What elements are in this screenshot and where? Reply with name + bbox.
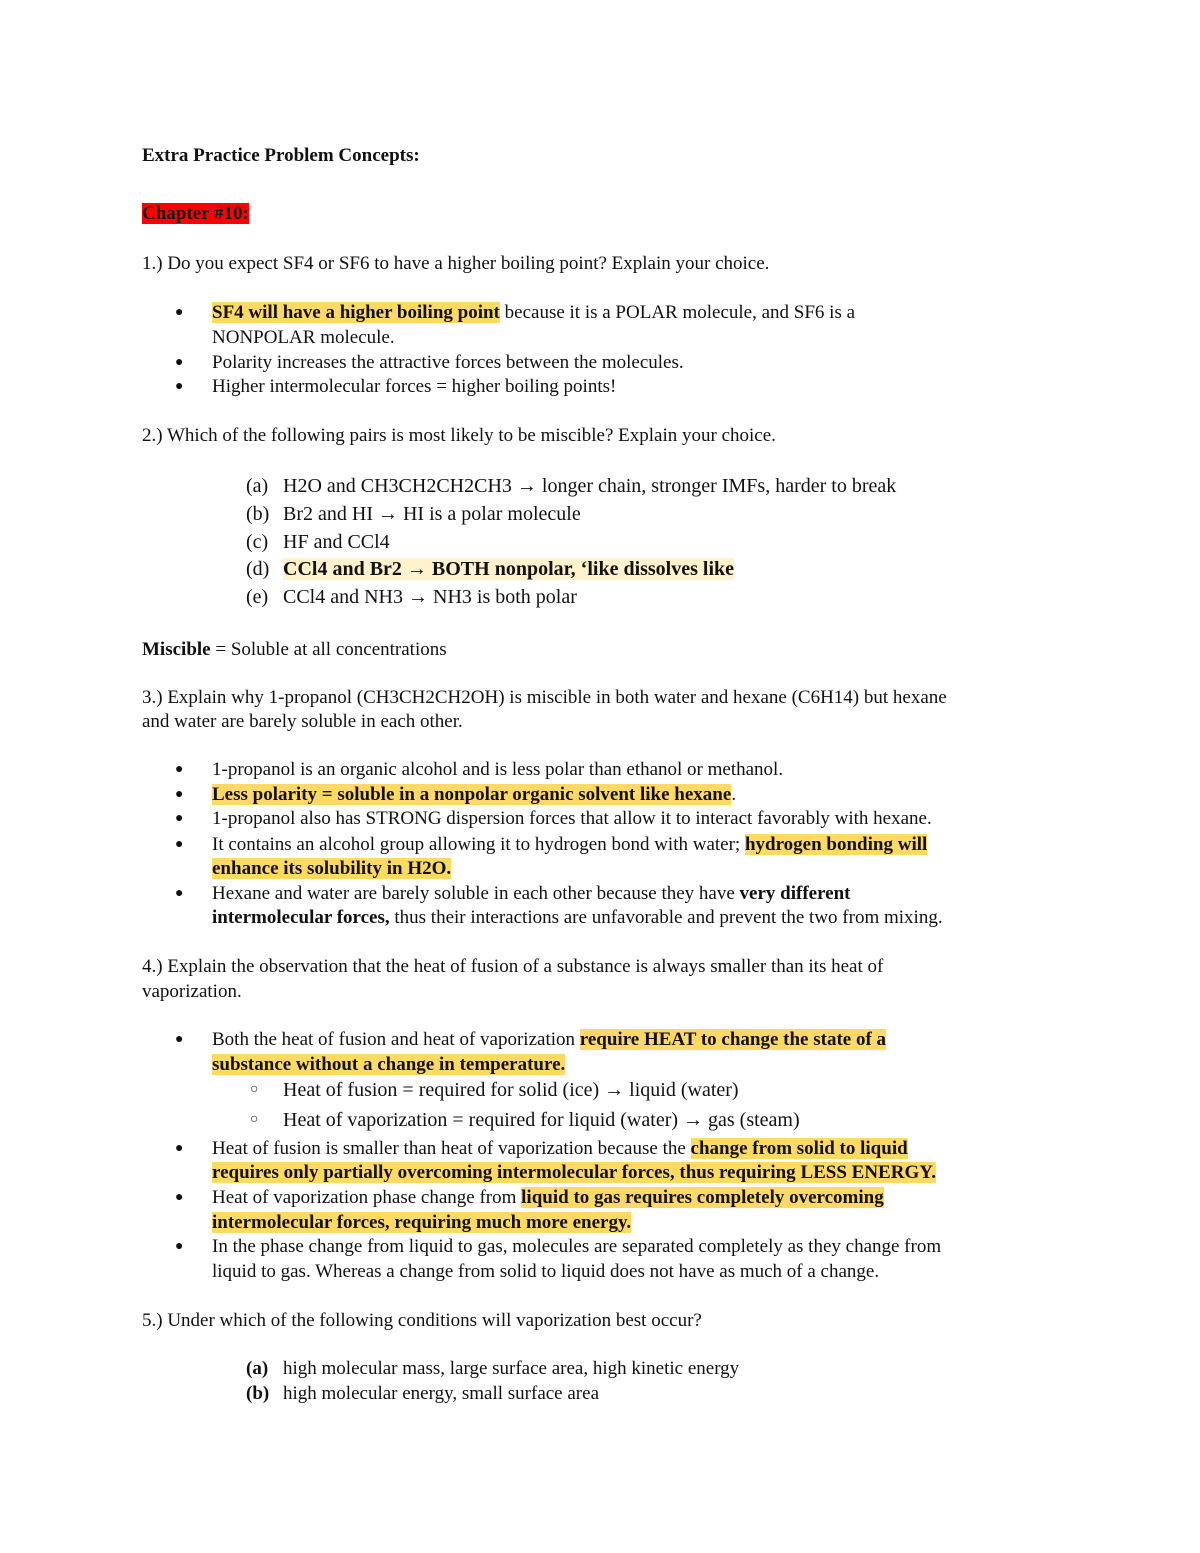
highlighted-answer: intermolecular forces, requiring much more energy. <box>212 1212 632 1233</box>
option-text: high molecular mass, large surface area, high kinetic energy <box>283 1358 740 1379</box>
answer-text: Heat of fusion is smaller than heat of vaporization because the <box>212 1138 691 1159</box>
option-text-highlighted: CCl4 and Br2 → BOTH nonpolar, ‘like dissolves like <box>283 558 735 580</box>
option-marker: (a) <box>246 475 269 497</box>
question-4-line-1: 4.) Explain the observation that the heat of fusion of a substance is always smaller than its heat of <box>142 956 884 977</box>
option-e <box>246 583 577 611</box>
list-item-continuation: liquid to gas. Whereas a change from solid to liquid does not have as much of a change. <box>212 1261 880 1282</box>
bold-text: intermolecular forces, <box>212 907 390 928</box>
answer-text: . <box>731 784 737 805</box>
highlighted-answer: requires only partially overcoming intermolecular forces, thus requiring <box>212 1162 801 1183</box>
list-item-continuation <box>212 1052 565 1077</box>
answer-text: 1-propanol also has STRONG dispersion forces that allow it to interact favorably with hexane. <box>212 808 932 829</box>
list-item-continuation <box>212 856 451 881</box>
list-item <box>175 806 932 831</box>
answer-text: Both the heat of fusion and heat of vaporization <box>212 1029 580 1050</box>
highlighted-answer: change from solid to liquid <box>690 1138 908 1159</box>
list-item <box>175 1234 942 1259</box>
bullet-icon: ● <box>175 1239 184 1254</box>
bullet-icon: ● <box>175 305 184 320</box>
answer-text: Hexane and water are barely soluble in each other because they have <box>212 883 740 904</box>
highlighted-answer: require HEAT to change the state of a <box>579 1029 887 1050</box>
bullet-icon: ● <box>175 1141 184 1156</box>
answer-text: because it is a POLAR molecule, and SF6 is a <box>499 302 856 323</box>
list-item <box>175 757 784 782</box>
option-d <box>246 555 735 583</box>
question-5: 5.) Under which of the following conditions will vaporization best occur? <box>142 1310 702 1331</box>
list-item <box>175 1185 884 1210</box>
list-item-continuation <box>212 1210 631 1235</box>
list-item-continuation: NONPOLAR molecule. <box>212 327 395 348</box>
list-item <box>175 374 617 399</box>
question-3-line-1: 3.) Explain why 1-propanol (CH3CH2CH2OH) is miscible in both water and hexane (C6H14) but hexane <box>142 687 947 708</box>
question-2: 2.) Which of the following pairs is most likely to be miscible? Explain your choice. <box>142 425 776 446</box>
option-marker: (b) <box>246 503 270 525</box>
option-a <box>246 1356 740 1381</box>
question-1: 1.) Do you expect SF4 or SF6 to have a higher boiling point? Explain your choice. <box>142 253 770 274</box>
option-b <box>246 500 581 528</box>
option-text: CCl4 and NH3 → NH3 is both polar <box>283 586 577 608</box>
highlighted-answer: LESS ENERGY. <box>800 1162 936 1183</box>
option-marker: (c) <box>246 531 269 553</box>
answer-text: Higher intermolecular forces = higher boiling points! <box>212 376 617 397</box>
bold-text: very different <box>739 883 851 904</box>
answer-text: In the phase change from liquid to gas, molecules are separated completely as they change from <box>212 1236 942 1257</box>
page-title: Extra Practice Problem Concepts: <box>142 145 420 166</box>
definition-miscible <box>142 637 447 662</box>
circle-bullet-icon: ○ <box>250 1112 259 1127</box>
definition-term: Miscible <box>142 639 211 660</box>
bullet-icon: ● <box>175 762 184 777</box>
definition-text: = Soluble at all concentrations <box>210 639 447 660</box>
bullet-icon: ● <box>175 787 184 802</box>
answer-text: Heat of vaporization phase change from <box>212 1187 522 1208</box>
highlighted-answer: substance without a change in temperature. <box>212 1054 566 1075</box>
highlighted-answer: liquid to gas requires completely overcoming <box>521 1187 884 1208</box>
bullet-icon: ● <box>175 811 184 826</box>
answer-text: thus their interactions are unfavorable and prevent the two from mixing. <box>389 907 943 928</box>
sub-list-item <box>250 1106 800 1134</box>
circle-bullet-icon: ○ <box>250 1082 259 1097</box>
bullet-icon: ● <box>175 355 184 370</box>
option-marker: (d) <box>246 558 270 580</box>
bullet-icon: ● <box>175 837 184 852</box>
bullet-icon: ● <box>175 1032 184 1047</box>
option-marker: (a) <box>246 1358 269 1379</box>
answer-text: 1-propanol is an organic alcohol and is less polar than ethanol or methanol. <box>212 759 784 780</box>
list-item <box>175 350 684 375</box>
list-item <box>175 881 851 906</box>
option-text: Br2 and HI → HI is a polar molecule <box>283 503 581 525</box>
option-marker: (b) <box>246 1383 270 1404</box>
highlighted-answer: SF4 will have a higher boiling point <box>212 302 500 323</box>
answer-text: Heat of vaporization = required for liquid (water) → gas (steam) <box>283 1109 800 1131</box>
question-4-line-2: vaporization. <box>142 981 242 1002</box>
bullet-icon: ● <box>175 379 184 394</box>
option-a <box>246 472 897 500</box>
bullet-icon: ● <box>175 1190 184 1205</box>
highlighted-answer: Less polarity = soluble in a nonpolar organic solvent like hexane <box>212 784 732 805</box>
list-item <box>175 1027 887 1052</box>
list-item <box>175 300 856 325</box>
option-text: HF and CCl4 <box>283 531 390 553</box>
option-marker: (e) <box>246 586 269 608</box>
highlighted-answer: hydrogen bonding will <box>744 834 928 855</box>
list-item <box>175 782 737 807</box>
list-item <box>175 832 928 857</box>
answer-text: It contains an alcohol group allowing it to hydrogen bond with water; <box>212 834 745 855</box>
option-b <box>246 1381 599 1406</box>
option-text: H2O and CH3CH2CH2CH3 → longer chain, stronger IMFs, harder to break <box>283 475 897 497</box>
chapter-heading <box>142 201 249 226</box>
sub-list-item <box>250 1076 739 1104</box>
option-c <box>246 528 390 556</box>
list-item-continuation <box>212 905 943 930</box>
highlighted-answer: enhance its solubility in H2O. <box>212 858 452 879</box>
question-3-line-2: and water are barely soluble in each other. <box>142 711 463 732</box>
list-item-continuation <box>212 1160 936 1185</box>
bullet-icon: ● <box>175 886 184 901</box>
option-text: high molecular energy, small surface area <box>283 1383 599 1404</box>
chapter-label: Chapter #10: <box>142 203 249 224</box>
answer-text: Polarity increases the attractive forces between the molecules. <box>212 352 684 373</box>
answer-text: Heat of fusion = required for solid (ice) → liquid (water) <box>283 1079 739 1101</box>
list-item <box>175 1136 908 1161</box>
